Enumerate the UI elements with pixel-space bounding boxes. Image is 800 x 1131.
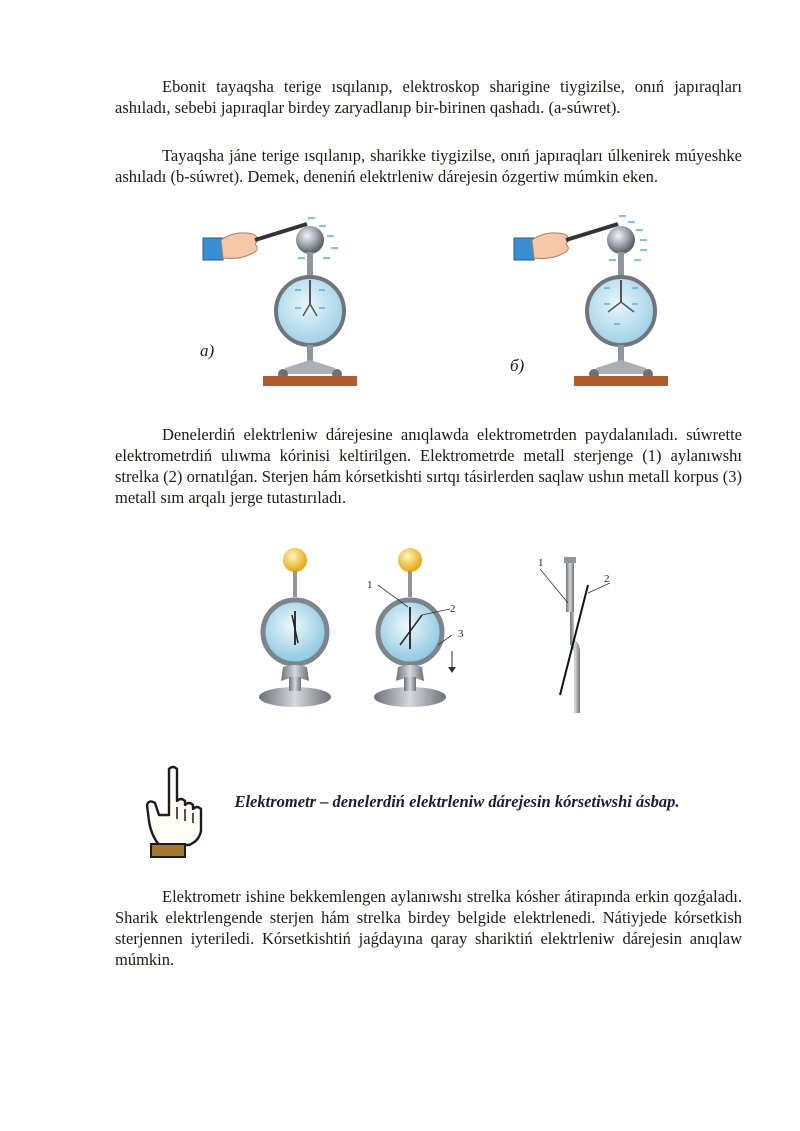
label-rod-1: 1 xyxy=(538,557,544,569)
paragraph-4: Elektrometr ishine bekkemlengen aylanıwshı strelka kósher átirapında erkin qozǵaladı. Sharik elektrlengende sterjen hám strelka birdey belgide elektrlenedi. Nátiyjede kórsetkish sterjennen iyteriledi. Kórsetkishtiń jaǵdayına qaray shariktiń elektrleniw dárejesin anıqlaw múmkin. xyxy=(115,887,742,969)
paragraph-1: Ebonit tayaqsha terige ısqılanıp, elektroskop sharigine tiygizilse, onıń japıraqları ashıladı, sebebi japıraqlar birdey zaryadlanıp bir-birinen qashadı. (a-súwret). xyxy=(115,77,742,117)
paragraph-3: Denelerdiń elektrleniw dárejesine anıqlawda elektrometrden paydalanıladı. súwrette elektrometrdiń ulıwma kórinisi keltirilgen. Elektrometrde metall sterjenge (1) aylanıwshı strelka (2) ornatılǵan. Sterjen hám kórsetkishti sırtqı tásirlerden saqlaw ushın metall korpus (3) metall sım arqalı jerge tutastırıladı. xyxy=(115,425,742,507)
definition-text: Elektrometr – denelerdiń elektrleniw dárejesin kórsetiwshi ásbap. xyxy=(234,792,680,811)
electrometer-charged xyxy=(374,548,456,707)
caption-a: a) xyxy=(200,341,215,360)
electroscope-figure xyxy=(195,208,715,398)
electrometer-uncharged xyxy=(259,548,331,707)
label-rod-2: 2 xyxy=(604,573,610,585)
pointing-hand-icon xyxy=(145,765,207,858)
paragraph-2: Tayaqsha jáne terige ısqılanıp, sharikke tiygizilse, onıń japıraqları úlkenirek múyeshke ashıladı (b-súwret). Demek, deneniń elektrleniw dárejesin ózgertiw múmkin eken. xyxy=(115,146,742,186)
electroscope-b xyxy=(514,216,668,386)
label-1: 1 xyxy=(367,579,373,591)
hand-icon xyxy=(514,233,569,260)
label-3: 3 xyxy=(458,628,464,640)
rod-detail xyxy=(540,557,610,713)
hand-icon xyxy=(203,233,258,260)
electrometer-figure xyxy=(255,545,635,715)
electroscope-a xyxy=(203,218,357,386)
label-2: 2 xyxy=(450,603,456,615)
caption-b: б) xyxy=(510,356,525,375)
